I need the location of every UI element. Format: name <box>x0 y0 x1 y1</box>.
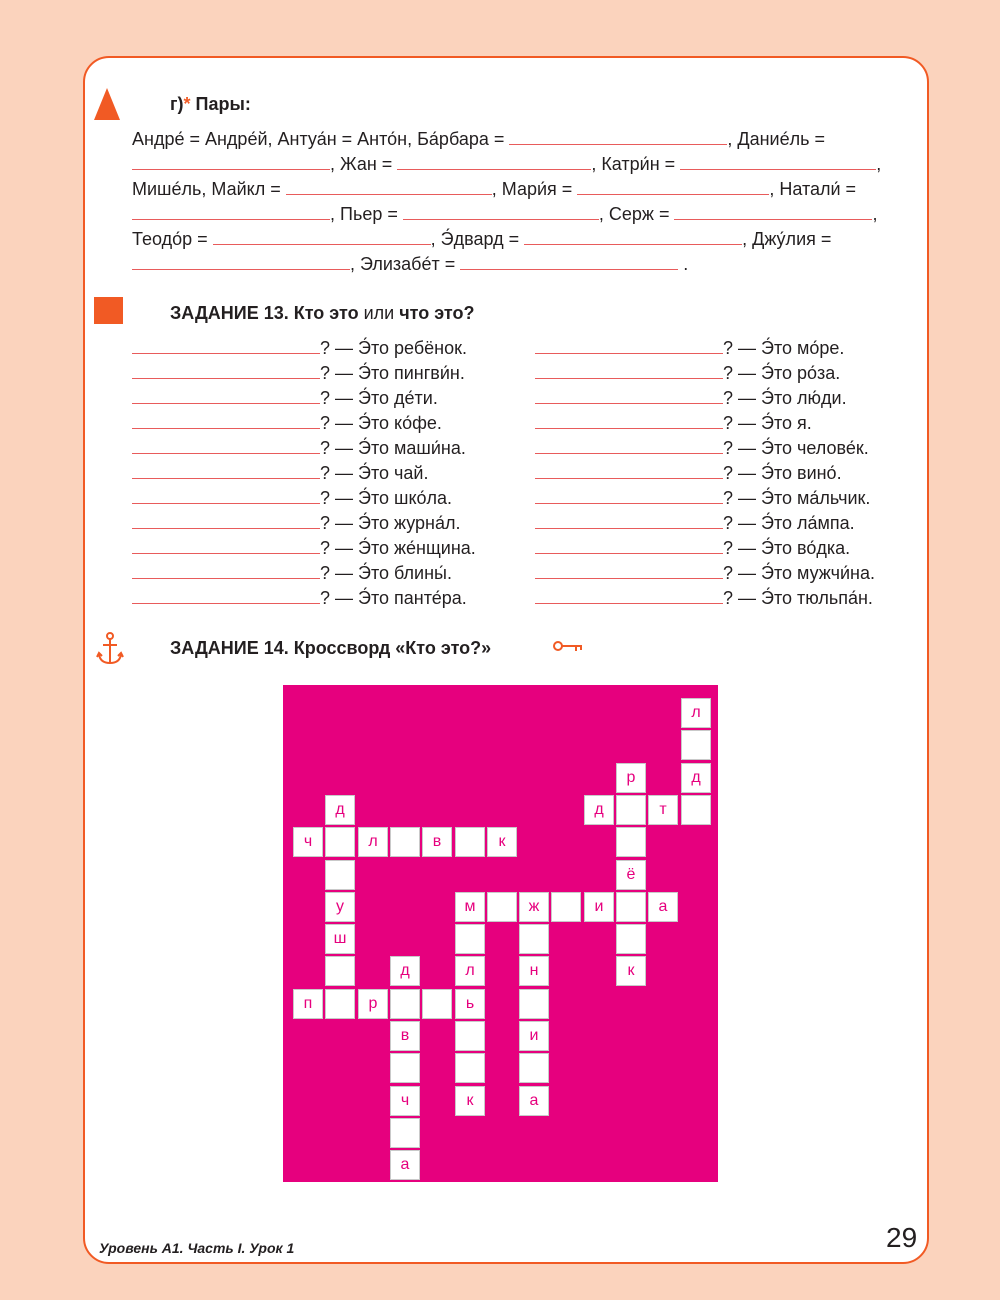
task13-left-sentence: ? — Э́то де́ти. <box>320 388 438 408</box>
answer-blank[interactable] <box>132 464 320 479</box>
task13-left-row <box>132 438 466 459</box>
answer-blank[interactable] <box>535 339 723 354</box>
crossword-cell[interactable] <box>681 730 711 760</box>
task13-left-sentence: ? — Э́то пингви́н. <box>320 363 465 383</box>
pairs-text: , Мари́я = <box>491 179 573 199</box>
crossword-cell[interactable] <box>390 1053 420 1083</box>
crossword-cell[interactable]: р <box>616 763 646 793</box>
task13-right-sentence: ? — Э́то тюльпа́н. <box>723 588 873 608</box>
pairs-text: Теодо́р = <box>132 229 208 249</box>
crossword-cell[interactable]: л <box>358 827 388 857</box>
crossword-grid <box>283 685 718 1182</box>
task13-right-sentence: ? — Э́то ма́льчик. <box>723 488 871 508</box>
task13-right-row <box>535 388 847 409</box>
task13-left-sentence: ? — Э́то шко́ла. <box>320 488 453 508</box>
crossword-cell[interactable] <box>616 827 646 857</box>
task13-right-sentence: ? — Э́то мо́ре. <box>723 338 845 358</box>
crossword-cell[interactable]: а <box>648 892 678 922</box>
task13-left-row <box>132 488 452 509</box>
answer-blank[interactable] <box>132 539 320 554</box>
crossword-cell[interactable]: п <box>293 989 323 1019</box>
pairs-text: , Серж = <box>598 204 670 224</box>
crossword-cell[interactable]: д <box>681 763 711 793</box>
crossword-cell[interactable] <box>325 989 355 1019</box>
answer-blank[interactable] <box>132 339 320 354</box>
crossword-cell[interactable]: н <box>519 956 549 986</box>
crossword-cell[interactable]: и <box>584 892 614 922</box>
answer-blank[interactable] <box>132 205 330 220</box>
answer-blank[interactable] <box>674 205 872 220</box>
task13-right-row <box>535 363 840 384</box>
footer-level: Уровень А1. Часть I. Урок 1 <box>99 1240 295 1256</box>
crossword-cell[interactable] <box>487 892 517 922</box>
answer-blank[interactable] <box>132 439 320 454</box>
crossword-cell[interactable] <box>616 924 646 954</box>
task13-title-part: ЗАДАНИЕ 13. Кто это <box>170 303 359 323</box>
answer-blank[interactable] <box>132 589 320 604</box>
task13-left-row <box>132 363 465 384</box>
task13-left-sentence: ? — Э́то журна́л. <box>320 513 461 533</box>
star-mark: * <box>183 94 191 114</box>
pairs-text: , Пьер = <box>330 204 398 224</box>
crossword-cell[interactable] <box>422 989 452 1019</box>
crossword-board <box>283 685 718 1182</box>
answer-blank[interactable] <box>535 589 723 604</box>
answer-blank[interactable] <box>535 514 723 529</box>
task13-right-sentence: ? — Э́то ла́мпа. <box>723 513 855 533</box>
crossword-cell[interactable] <box>325 827 355 857</box>
crossword-cell[interactable] <box>455 924 485 954</box>
anchor-icon <box>96 632 124 666</box>
pairs-text: , Джу́лия = <box>742 229 832 249</box>
pairs-text: Мишéль, Майкл = <box>132 179 281 199</box>
crossword-cell[interactable]: р <box>358 989 388 1019</box>
crossword-cell[interactable]: а <box>519 1086 549 1116</box>
answer-blank[interactable] <box>132 514 320 529</box>
task13-left-row <box>132 538 476 559</box>
pairs-text: . <box>683 254 689 274</box>
answer-blank[interactable] <box>132 155 330 170</box>
crossword-cell[interactable] <box>681 795 711 825</box>
crossword-cell[interactable]: д <box>584 795 614 825</box>
section-g-title <box>170 94 251 115</box>
crossword-cell[interactable] <box>616 892 646 922</box>
pairs-line-6 <box>132 254 688 275</box>
crossword-cell[interactable]: в <box>390 1021 420 1051</box>
pairs-text: , Катри́н = <box>591 154 676 174</box>
task14-title-text: ЗАДАНИЕ 14. Кроссворд «Кто это?» <box>170 638 492 658</box>
task13-left-sentence: ? — Э́то же́нщина. <box>320 538 476 558</box>
answer-blank[interactable] <box>535 364 723 379</box>
task13-left-row <box>132 563 452 584</box>
answer-blank[interactable] <box>535 389 723 404</box>
crossword-cell[interactable]: ь <box>455 989 485 1019</box>
answer-blank[interactable] <box>403 205 599 220</box>
answer-blank[interactable] <box>680 155 876 170</box>
answer-blank[interactable] <box>535 489 723 504</box>
crossword-cell[interactable]: д <box>390 956 420 986</box>
crossword-cell[interactable]: д <box>325 795 355 825</box>
answer-blank[interactable] <box>132 364 320 379</box>
crossword-cell[interactable]: в <box>422 827 452 857</box>
pairs-text: , Элизабéт = <box>350 254 456 274</box>
pairs-text: , <box>872 204 878 224</box>
task13-right-row <box>535 463 842 484</box>
crossword-cell[interactable]: т <box>648 795 678 825</box>
crossword-cell[interactable]: а <box>390 1150 420 1180</box>
crossword-cell[interactable]: ё <box>616 860 646 890</box>
pairs-text: , Натали́ = <box>769 179 857 199</box>
answer-blank[interactable] <box>535 439 723 454</box>
task13-right-row <box>535 438 869 459</box>
answer-blank[interactable] <box>286 180 492 195</box>
task13-left-sentence: ? — Э́то чай. <box>320 463 429 483</box>
task13-right-sentence: ? — Э́то мужчи́на. <box>723 563 876 583</box>
crossword-cell[interactable] <box>390 989 420 1019</box>
crossword-cell[interactable]: у <box>325 892 355 922</box>
crossword-cell[interactable] <box>390 1118 420 1148</box>
task13-left-row <box>132 413 442 434</box>
square-marker-icon <box>94 297 123 324</box>
crossword-cell[interactable] <box>455 1021 485 1051</box>
task13-right-row <box>535 338 844 359</box>
answer-blank[interactable] <box>577 180 769 195</box>
answer-blank[interactable] <box>132 255 350 270</box>
answer-blank[interactable] <box>132 389 320 404</box>
crossword-cell[interactable]: и <box>519 1021 549 1051</box>
crossword-cell[interactable]: л <box>455 956 485 986</box>
pairs-line-2 <box>132 154 881 175</box>
pairs-line-4 <box>132 204 877 225</box>
crossword-cell[interactable] <box>519 924 549 954</box>
answer-blank[interactable] <box>460 255 678 270</box>
crossword-cell[interactable] <box>551 892 581 922</box>
task13-title <box>170 303 475 324</box>
task13-right-sentence: ? — Э́то лю́ди. <box>723 388 847 408</box>
pairs-text: Андре́ = Андре́й, Антуа́н = Анто́н, Ба́рбара = <box>132 129 505 149</box>
crossword-cell[interactable]: ш <box>325 924 355 954</box>
task13-title-part: или <box>358 303 400 323</box>
crossword-cell[interactable]: к <box>487 827 517 857</box>
crossword-cell[interactable] <box>455 827 485 857</box>
task13-title-part: что это? <box>399 303 475 323</box>
crossword-cell[interactable] <box>519 989 549 1019</box>
task13-left-row <box>132 588 467 609</box>
pairs-line-5 <box>132 229 831 250</box>
crossword-cell[interactable] <box>390 827 420 857</box>
page-number: 29 <box>886 1222 918 1253</box>
triangle-marker-icon <box>94 88 120 120</box>
pairs-line-1 <box>132 129 825 150</box>
task13-right-row <box>535 538 850 559</box>
task13-left-sentence: ? — Э́то блины́. <box>320 563 452 583</box>
section-g-heading: Пары: <box>195 94 251 114</box>
pairs-line-3 <box>132 179 856 200</box>
task13-right-sentence: ? — Э́то челове́к. <box>723 438 869 458</box>
crossword-cell[interactable] <box>325 860 355 890</box>
crossword-cell[interactable]: л <box>681 698 711 728</box>
answer-blank[interactable] <box>509 130 727 145</box>
answer-blank[interactable] <box>213 230 431 245</box>
task13-right-row <box>535 588 873 609</box>
task13-left-row <box>132 338 467 359</box>
task13-right-row <box>535 488 870 509</box>
section-g-label: г) <box>170 94 184 114</box>
answer-blank[interactable] <box>132 414 320 429</box>
crossword-cell[interactable]: к <box>455 1086 485 1116</box>
pairs-text: , <box>876 154 882 174</box>
task13-right-sentence: ? — Э́то ро́за. <box>723 363 841 383</box>
task13-right-sentence: ? — Э́то во́дка. <box>723 538 851 558</box>
answer-blank[interactable] <box>535 539 723 554</box>
task13-left-sentence: ? — Э́то ко́фе. <box>320 413 442 433</box>
crossword-cell[interactable] <box>455 1053 485 1083</box>
pairs-text: , Жан = <box>330 154 393 174</box>
task13-left-row <box>132 513 461 534</box>
crossword-cell[interactable] <box>325 956 355 986</box>
crossword-cell[interactable]: ж <box>519 892 549 922</box>
answer-blank[interactable] <box>535 564 723 579</box>
task13-left-row <box>132 463 428 484</box>
task13-right-row <box>535 413 812 434</box>
crossword-cell[interactable]: к <box>616 956 646 986</box>
crossword-cell[interactable]: м <box>455 892 485 922</box>
task13-left-sentence: ? — Э́то ребёнок. <box>320 338 467 358</box>
pairs-text: , Даниéль = <box>727 129 826 149</box>
answer-blank[interactable] <box>132 489 320 504</box>
task14-title <box>170 638 491 659</box>
task13-left-row <box>132 388 438 409</box>
pairs-text: , Э́двард = <box>430 229 520 249</box>
crossword-cell[interactable] <box>616 795 646 825</box>
answer-blank[interactable] <box>132 564 320 579</box>
task13-left-sentence: ? — Э́то маши́на. <box>320 438 466 458</box>
answer-blank[interactable] <box>535 464 723 479</box>
answer-blank[interactable] <box>535 414 723 429</box>
crossword-cell[interactable]: ч <box>390 1086 420 1116</box>
key-icon <box>552 639 584 653</box>
task13-right-sentence: ? — Э́то вино́. <box>723 463 842 483</box>
task13-right-row <box>535 513 855 534</box>
answer-blank[interactable] <box>397 155 591 170</box>
task13-left-sentence: ? — Э́то панте́ра. <box>320 588 467 608</box>
crossword-cell[interactable]: ч <box>293 827 323 857</box>
crossword-cell[interactable] <box>519 1053 549 1083</box>
task13-right-row <box>535 563 875 584</box>
task13-right-sentence: ? — Э́то я. <box>723 413 812 433</box>
answer-blank[interactable] <box>524 230 742 245</box>
